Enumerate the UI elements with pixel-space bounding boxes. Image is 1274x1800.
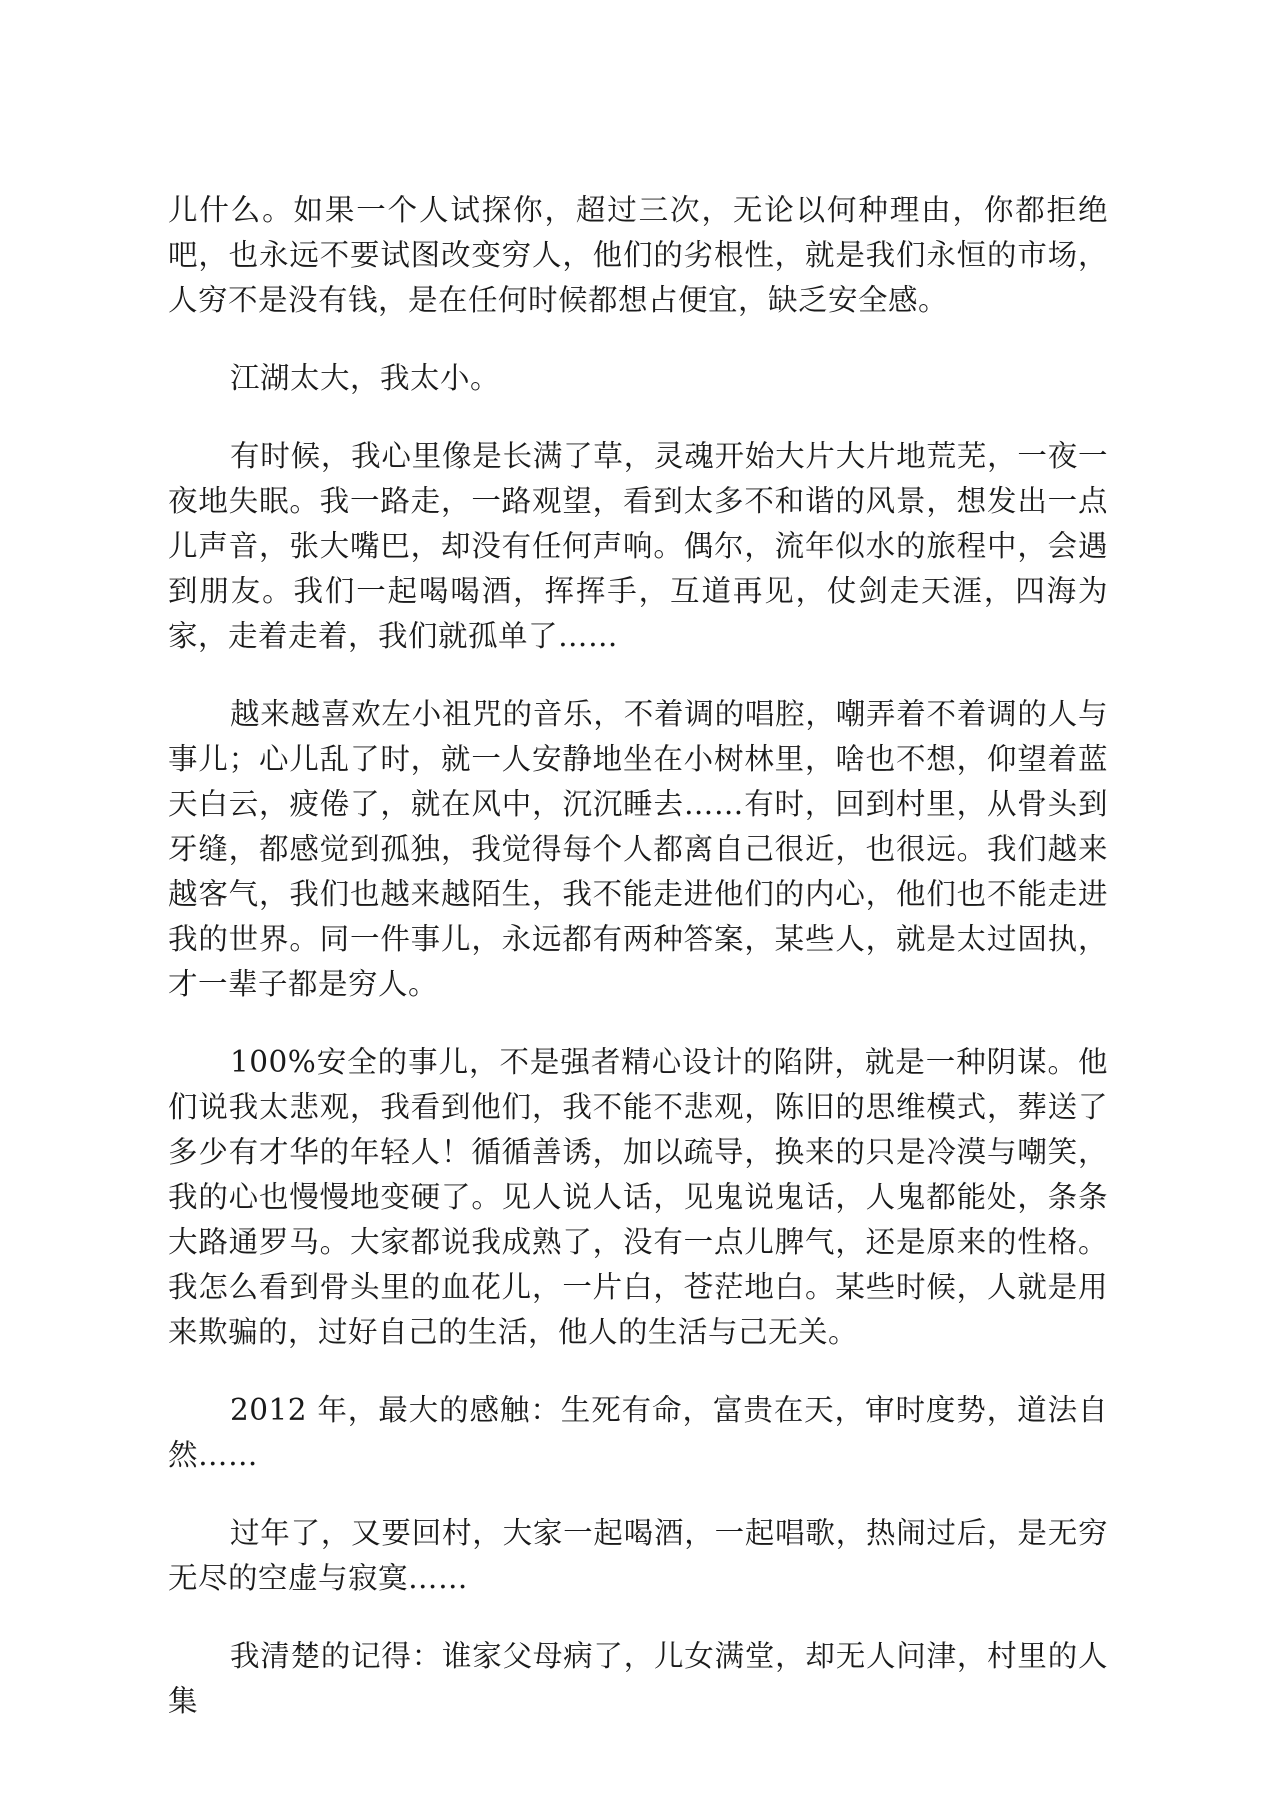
paragraph-5: 100%安全的事儿，不是强者精心设计的陷阱，就是一种阴谋。他们说我太悲观，我看到他们，我不能不悲观，陈旧的思维模式，葬送了多少有才华的年轻人！循循善诱，加以疏导，换来的只是冷漠与嘲笑，我的心也慢慢地变硬了。见人说人话，见鬼说鬼话，人鬼都能处，条条大路通罗马。大家都说我成熟了，没有一点儿脾气，还是原来的性格。我怎么看到骨头里的血花儿，一片白，苍茫地白。某些时候，人就是用来欺骗的，过好自己的生活，他人的生活与己无关。: [168, 1045, 1108, 1349]
paragraph-8: 我清楚的记得：谁家父母病了，儿女满堂，却无人问津，村里的人集: [168, 1639, 1108, 1718]
paragraph-2: 江湖太大，我太小。: [230, 361, 501, 395]
document-body: [168, 188, 1108, 1724]
paragraph-3: 有时候，我心里像是长满了草，灵魂开始大片大片地荒芜，一夜一夜地失眠。我一路走，一路观望，看到太多不和谐的风景，想发出一点儿声音，张大嘴巴，却没有任何声响。偶尔，流年似水的旅程中，会遇到朋友。我们一起喝喝酒，挥挥手，互道再见，仗剑走天涯，四海为家，走着走着，我们就孤单了……: [168, 439, 1108, 653]
paragraph-6: 2012 年，最大的感触：生死有命，富贵在天，审时度势，道法自然……: [168, 1393, 1108, 1472]
paragraph-1: 儿什么。如果一个人试探你，超过三次，无论以何种理由，你都拒绝吧，也永远不要试图改变穷人，他们的劣根性，就是我们永恒的市场，人穷不是没有钱，是在任何时候都想占便宜，缺乏安全感。: [168, 193, 1108, 317]
paragraph-7: 过年了，又要回村，大家一起喝酒，一起唱歌，热闹过后，是无穷无尽的空虚与寂寞……: [168, 1516, 1108, 1595]
paragraph-4: 越来越喜欢左小祖咒的音乐，不着调的唱腔，嘲弄着不着调的人与事儿；心儿乱了时，就一人安静地坐在小树林里，啥也不想，仰望着蓝天白云，疲倦了，就在风中，沉沉睡去……有时，回到村里，从骨头到牙缝，都感觉到孤独，我觉得每个人都离自己很近，也很远。我们越来越客气，我们也越来越陌生，我不能走进他们的内心，他们也不能走进我的世界。同一件事儿，永远都有两种答案，某些人，就是太过固执，才一辈子都是穷人。: [168, 697, 1108, 1001]
